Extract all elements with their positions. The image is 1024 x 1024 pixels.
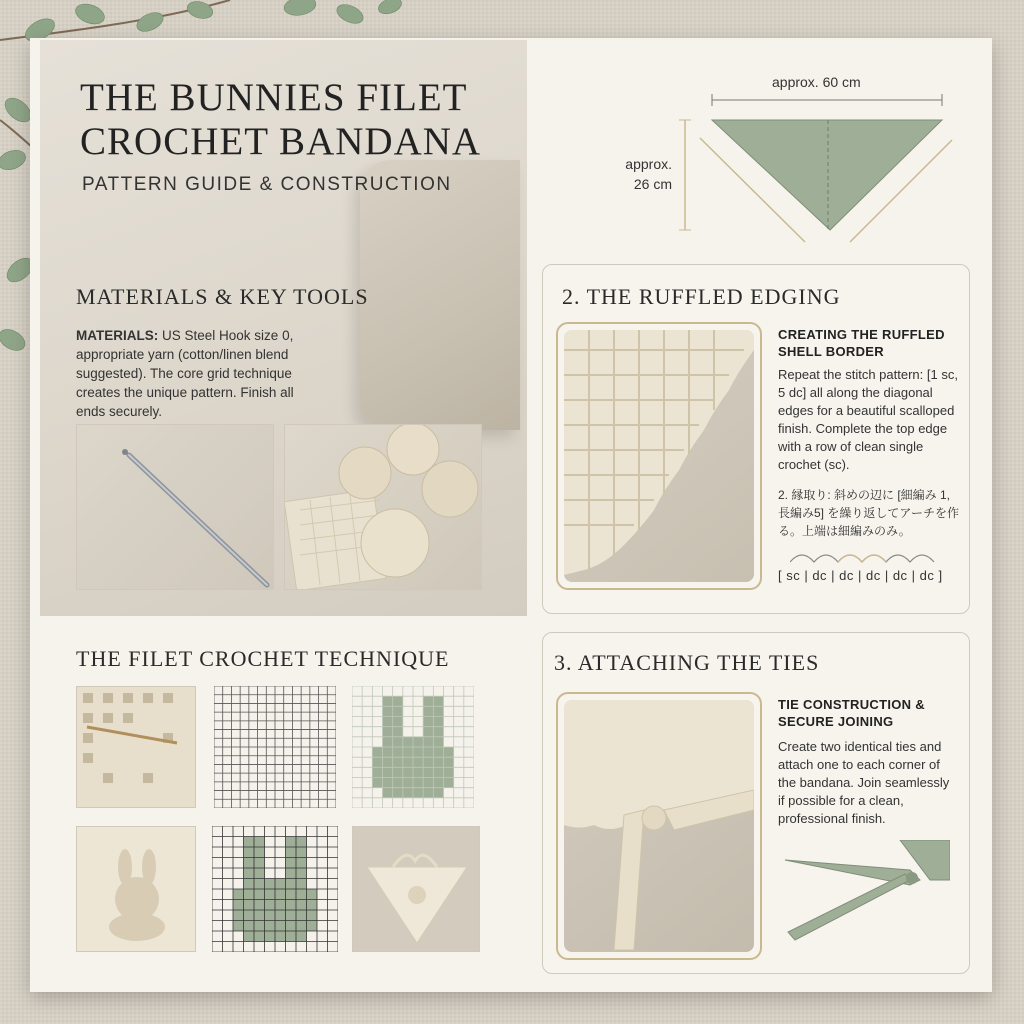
filled-grid-cell: [433, 757, 443, 767]
filled-grid-cell: [244, 847, 255, 858]
ruffled-caption-heading: CREATING THE RUFFLED SHELL BORDER: [778, 327, 945, 359]
filled-grid-cell: [296, 931, 307, 942]
ruffled-edging-photo: [556, 322, 762, 590]
filled-grid-cell: [296, 837, 307, 848]
filled-grid-cell: [383, 717, 393, 727]
filled-grid-cell: [296, 858, 307, 869]
filled-grid-cell: [383, 706, 393, 716]
filled-grid-cell: [244, 879, 255, 890]
filled-grid-cell: [383, 727, 393, 737]
height-label-2: 26 cm: [633, 176, 672, 192]
filled-grid-cell: [296, 921, 307, 932]
filled-grid-cell: [403, 778, 413, 788]
filled-grid-cell: [433, 788, 443, 798]
filled-grid-cell: [275, 910, 286, 921]
filled-grid-cell: [393, 788, 403, 798]
bunny-panel-photo: [76, 826, 196, 952]
filled-grid-cell: [265, 910, 276, 921]
filled-grid-cell: [383, 757, 393, 767]
filled-grid-cell: [393, 727, 403, 737]
filled-grid-cell: [265, 889, 276, 900]
finished-bandana-photo: [352, 826, 480, 952]
filled-grid-cell: [393, 717, 403, 727]
filled-grid-cell: [296, 879, 307, 890]
height-label-1: approx.: [625, 156, 672, 172]
filled-grid-cell: [383, 788, 393, 798]
filled-grid-cell: [286, 837, 297, 848]
filled-grid-cell: [444, 757, 454, 767]
filled-grid-cell: [413, 757, 423, 767]
filled-grid-cell: [444, 778, 454, 788]
filled-grid-cell: [393, 778, 403, 788]
filled-grid-cell: [265, 931, 276, 942]
filled-grid-cell: [296, 889, 307, 900]
filled-grid-cell: [403, 737, 413, 747]
filled-grid-cell: [254, 910, 265, 921]
empty-filet-grid: [214, 686, 336, 808]
filled-grid-cell: [265, 900, 276, 911]
filled-grid-cell: [286, 900, 297, 911]
filled-grid-cell: [383, 778, 393, 788]
filled-grid-cell: [444, 747, 454, 757]
ties-caption-text: Create two identical ties and attach one to each corner of the bandana. Join seamlessly if possible for a clean, professional finish.: [778, 739, 950, 826]
filled-grid-cell: [254, 889, 265, 900]
filled-grid-cell: [444, 767, 454, 777]
ruffled-edging-title: 2. THE RUFFLED EDGING: [562, 284, 841, 309]
filled-grid-cell: [423, 778, 433, 788]
filled-grid-cell: [254, 921, 265, 932]
attaching-ties-title: 3. ATTACHING THE TIES: [554, 650, 820, 675]
filled-grid-cell: [254, 900, 265, 911]
filled-grid-cell: [413, 778, 423, 788]
filled-grid-cell: [307, 900, 318, 911]
filled-grid-cell: [233, 921, 244, 932]
filled-grid-cell: [275, 900, 286, 911]
materials-heading: MATERIALS & KEY TOOLS: [76, 284, 369, 309]
filled-grid-cell: [244, 889, 255, 900]
filled-grid-cell: [423, 717, 433, 727]
filled-grid-cell: [372, 757, 382, 767]
filled-grid-cell: [413, 737, 423, 747]
crochet-hook-photo: [76, 424, 274, 590]
filled-grid-cell: [393, 767, 403, 777]
ruffled-caption-text: Repeat the stitch pattern: [1 sc, 5 dc] all along the diagonal edges for a beautiful scalloped finish. Complete the top edge with a row of clean single crochet (sc).: [778, 367, 958, 472]
filled-grid-cell: [413, 747, 423, 757]
filled-grid-cell: [423, 757, 433, 767]
filled-grid-cell: [254, 837, 265, 848]
filled-grid-cell: [265, 921, 276, 932]
filled-grid-cell: [244, 931, 255, 942]
page-subtitle: PATTERN GUIDE & CONSTRUCTION: [82, 174, 452, 195]
filled-grid-cell: [286, 847, 297, 858]
filled-grid-cell: [244, 910, 255, 921]
ruffled-japanese-text: 2. 縁取り: 斜めの辺に [細編み 1, 長編み5] を繰り返してアーチを作る。上端は細編みのみ。: [778, 488, 959, 538]
filled-grid-cell: [307, 921, 318, 932]
page-title: THE BUNNIES FILET CROCHET BANDANA: [80, 76, 482, 163]
filled-grid-cell: [372, 767, 382, 777]
bunny-chart-grid-light: [352, 686, 474, 808]
filled-grid-cell: [433, 778, 443, 788]
filled-grid-cell: [372, 778, 382, 788]
filled-grid-cell: [423, 747, 433, 757]
filled-grid-cell: [254, 847, 265, 858]
filled-grid-cell: [233, 889, 244, 900]
filled-grid-cell: [296, 910, 307, 921]
filled-grid-cell: [383, 696, 393, 706]
filled-grid-cell: [254, 931, 265, 942]
shell-stitch-diagram: [790, 546, 940, 566]
filled-grid-cell: [423, 788, 433, 798]
materials-description: [76, 326, 316, 421]
filled-grid-cell: [244, 858, 255, 869]
filled-grid-cell: [423, 696, 433, 706]
filled-grid-cell: [383, 767, 393, 777]
filled-grid-cell: [403, 747, 413, 757]
filled-grid-cell: [233, 900, 244, 911]
filled-grid-cell: [433, 706, 443, 716]
filled-grid-cell: [307, 889, 318, 900]
filled-grid-cell: [286, 910, 297, 921]
filled-grid-cell: [286, 868, 297, 879]
folded-linen-fabric: [360, 160, 520, 430]
filled-grid-cell: [296, 900, 307, 911]
filled-grid-cell: [433, 727, 443, 737]
filled-grid-cell: [393, 747, 403, 757]
filled-grid-cell: [275, 931, 286, 942]
filled-grid-cell: [393, 706, 403, 716]
filled-grid-cell: [423, 706, 433, 716]
filled-grid-cell: [265, 879, 276, 890]
filled-grid-cell: [286, 879, 297, 890]
filled-grid-cell: [286, 889, 297, 900]
materials-label: MATERIALS:: [76, 328, 159, 343]
filled-grid-cell: [254, 868, 265, 879]
filled-grid-cell: [254, 879, 265, 890]
filled-grid-cell: [286, 931, 297, 942]
width-label: approx. 60 cm: [772, 74, 861, 90]
filled-grid-cell: [403, 788, 413, 798]
filled-grid-cell: [393, 696, 403, 706]
filled-grid-cell: [433, 717, 443, 727]
ties-caption-heading: TIE CONSTRUCTION & SECURE JOINING: [778, 697, 925, 729]
filled-grid-cell: [372, 747, 382, 757]
filled-grid-cell: [307, 910, 318, 921]
filled-grid-cell: [393, 737, 403, 747]
ties-photo: [556, 692, 762, 960]
filet-mesh-photo: [76, 686, 196, 808]
filled-grid-cell: [244, 868, 255, 879]
filled-grid-cell: [423, 737, 433, 747]
stitch-sequence: [ sc | dc | dc | dc | dc | dc ]: [778, 568, 943, 583]
tie-attachment-diagram: [780, 840, 950, 950]
filled-grid-cell: [393, 757, 403, 767]
filled-grid-cell: [403, 757, 413, 767]
filled-grid-cell: [286, 921, 297, 932]
filled-grid-cell: [233, 910, 244, 921]
filled-grid-cell: [433, 737, 443, 747]
filled-grid-cell: [403, 767, 413, 777]
filled-grid-cell: [244, 837, 255, 848]
filled-grid-cell: [296, 868, 307, 879]
filled-grid-cell: [275, 879, 286, 890]
materials-text: US Steel Hook size 0, appropriate yarn (cotton/linen blend suggested). The core grid technique creates the unique pattern. Finish all ends securely.: [76, 328, 294, 419]
filled-grid-cell: [413, 788, 423, 798]
bunny-chart-grid-dark: [212, 826, 338, 952]
filled-grid-cell: [296, 847, 307, 858]
filled-grid-cell: [275, 921, 286, 932]
filled-grid-cell: [383, 737, 393, 747]
filled-grid-cell: [286, 858, 297, 869]
filet-technique-heading: THE FILET CROCHET TECHNIQUE: [76, 646, 450, 671]
yarn-balls-photo: [284, 424, 482, 590]
filled-grid-cell: [413, 767, 423, 777]
filled-grid-cell: [433, 696, 443, 706]
filled-grid-cell: [275, 889, 286, 900]
filled-grid-cell: [244, 921, 255, 932]
filled-grid-cell: [423, 727, 433, 737]
filled-grid-cell: [244, 900, 255, 911]
filled-grid-cell: [254, 858, 265, 869]
filled-grid-cell: [433, 747, 443, 757]
filled-grid-cell: [423, 767, 433, 777]
filled-grid-cell: [383, 747, 393, 757]
filled-grid-cell: [433, 767, 443, 777]
